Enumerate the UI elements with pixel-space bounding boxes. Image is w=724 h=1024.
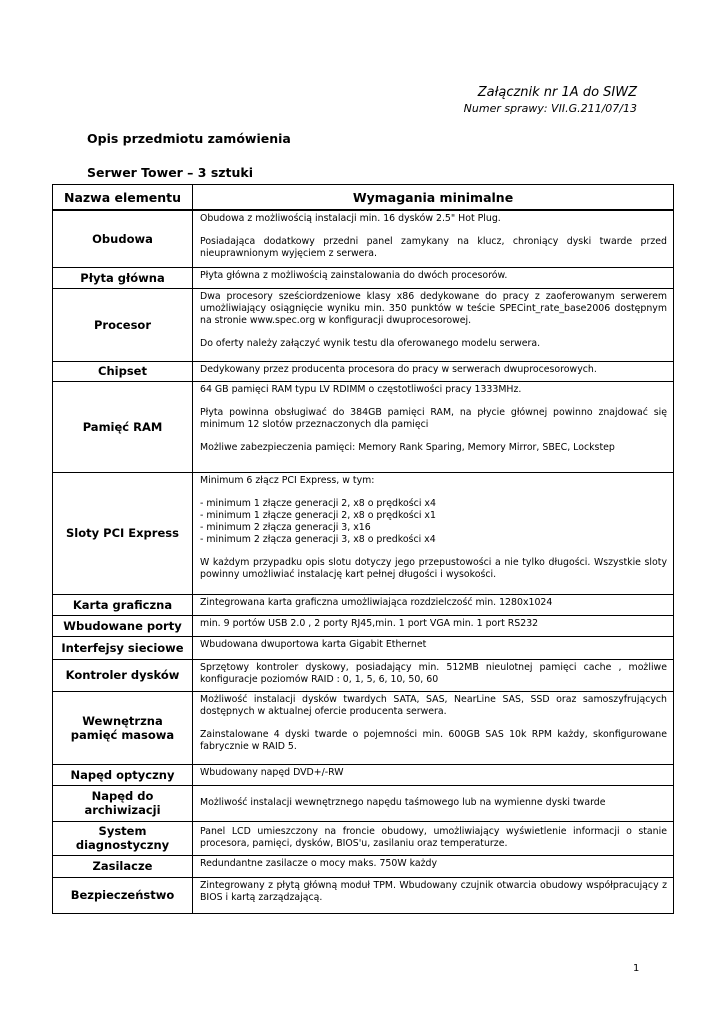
requirement-text: Dedykowany przez producenta procesora do pracy w serwerach dwuprocesorowych. (200, 363, 597, 375)
requirements-cell (193, 210, 674, 267)
requirement-text: Płyta główna z możliwością zainstalowania do dwóch procesorów. (200, 269, 508, 281)
requirement-text: Panel LCD umieszczony na froncie obudowy, umożliwiający wyświetlenie informacji o stanie procesora, pamięci, dysków, BIOS'u, zasilaniu oraz temperaturze. (200, 825, 667, 849)
requirements-table (52, 184, 674, 914)
requirements-cell (193, 361, 674, 381)
document-subtitle: Serwer Tower – 3 sztuki (87, 165, 254, 180)
requirements-cell (193, 636, 674, 659)
requirement-text: - minimum 1 złącze generacji 2, x8 o prędkości x1 (200, 509, 436, 521)
requirement-text: Możliwe zabezpieczenia pamięci: Memory Rank Sparing, Memory Mirror, SBEC, Lockstep (200, 441, 615, 453)
requirement-text: Redundantne zasilacze o mocy maks. 750W każdy (200, 857, 438, 869)
requirement-text: Posiadająca dodatkowy przedni panel zamykany na klucz, chroniący dyski twarde przed nieuprawnionym wyjęciem z serwera. (200, 236, 667, 259)
requirement-text: Sprzętowy kontroler dyskowy, posiadający min. 512MB nieulotnej pamięci cache , możliwe konfiguracje poziomów RAID : 0, 1, 5, 6, 10, 50, 60 (200, 661, 667, 685)
requirement-text: - minimum 2 złącza generacji 3, x8 o predkości x4 (200, 533, 436, 545)
requirements-cell (193, 288, 674, 361)
element-name: Kontroler dysków (53, 659, 193, 691)
requirement-text: Zainstalowane 4 dyski twarde o pojemności min. 600GB SAS 10k RPM każdy, skonfigurowane fabrycznie w RAID 5. (200, 728, 667, 752)
table-row (53, 691, 674, 764)
requirement-text: Wbudowana dwuportowa karta Gigabit Ethernet (200, 638, 427, 650)
element-name: Procesor (53, 288, 193, 361)
element-name: Wewnętrzna pamięć masowa (53, 691, 193, 764)
requirements-cell (193, 615, 674, 636)
table-row (53, 785, 674, 821)
requirement-text: Do oferty należy załączyć wynik testu dla oferowanego modelu serwera. (200, 337, 541, 349)
requirements-cell (193, 691, 674, 764)
requirements-cell (193, 821, 674, 855)
requirements-cell (193, 877, 674, 913)
page-number: 1 (633, 963, 640, 974)
requirement-text: Minimum 6 złącz PCI Express, w tym: (200, 474, 375, 486)
column-header-name: Nazwa elementu (53, 185, 193, 211)
requirement-text: Obudowa z możliwością instalacji min. 16 dysków 2.5" Hot Plug. (200, 213, 501, 224)
table-header-row (53, 185, 674, 211)
table-row (53, 267, 674, 288)
element-name: Interfejsy sieciowe (53, 636, 193, 659)
table-row (53, 210, 674, 267)
element-name: Bezpieczeństwo (53, 877, 193, 913)
requirement-text: - minimum 2 złącza generacji 3, x16 (200, 521, 371, 533)
table-row (53, 361, 674, 381)
element-name: Napęd do archiwizacji (53, 785, 193, 821)
requirement-text: Wbudowany napęd DVD+/-RW (200, 766, 344, 778)
requirement-text: Możliwość instalacji dysków twardych SATA, SAS, NearLine SAS, SSD oraz samoszyfrujących dostępnych w aktualnej ofercie producenta serwera. (200, 693, 667, 717)
element-name: Wbudowane porty (53, 615, 193, 636)
element-name: Karta graficzna (53, 594, 193, 615)
element-name: Pamięć RAM (53, 381, 193, 472)
requirement-text: Zintegrowana karta graficzna umożliwiająca rozdzielczość min. 1280x1024 (200, 596, 553, 608)
requirement-text: Dwa procesory sześciordzeniowe klasy x86 dedykowane do pracy z zaoferowanym serwerem umożliwiający osiągnięcie wyniku min. 350 punktów w teście SPECint_rate_base2006 dostępnym na stronie www.spec.org w konfiguracji dwuprocesorowej. (200, 290, 667, 326)
requirement-text: min. 9 portów USB 2.0 , 2 porty RJ45,min. 1 port VGA min. 1 port RS232 (200, 617, 539, 629)
table-row (53, 855, 674, 877)
table-row (53, 615, 674, 636)
requirement-text: W każdym przypadku opis slotu dotyczy jego przepustowości a nie tylko długości. Wszystkie sloty powinny umożliwiać instalację kart pełnej długości i wysokości. (200, 556, 667, 580)
requirements-cell (193, 764, 674, 785)
requirements-cell (193, 594, 674, 615)
table-row (53, 659, 674, 691)
table-row (53, 764, 674, 785)
table-row (53, 636, 674, 659)
element-name: Zasilacze (53, 855, 193, 877)
table-row (53, 594, 674, 615)
requirements-cell (193, 785, 674, 821)
requirements-cell (193, 472, 674, 594)
case-number: Numer sprawy: VII.G.211/07/13 (463, 102, 637, 115)
element-name: System diagnostyczny (53, 821, 193, 855)
requirement-text: Płyta powinna obsługiwać do 384GB pamięci RAM, na płycie głównej powinno znajdować się minimum 12 slotów przeznaczonych dla pamięci (200, 406, 667, 430)
document-title: Opis przedmiotu zamówienia (87, 131, 291, 146)
element-name: Obudowa (53, 210, 193, 267)
requirements-cell (193, 267, 674, 288)
element-name: Chipset (53, 361, 193, 381)
attachment-label: Załącznik nr 1A do SIWZ (477, 85, 637, 100)
column-header-requirements: Wymagania minimalne (193, 185, 674, 211)
requirement-text: Możliwość instalacji wewnętrznego napędu taśmowego lub na wymienne dyski twarde (200, 796, 606, 808)
requirement-text: Zintegrowany z płytą główną moduł TPM. Wbudowany czujnik otwarcia obudowy współpracujący z BIOS i kartą zarządzającą. (200, 879, 667, 903)
requirements-cell (193, 659, 674, 691)
requirement-text: - minimum 1 złącze generacji 2, x8 o prędkości x4 (200, 497, 436, 509)
table-row (53, 288, 674, 361)
requirement-text: 64 GB pamięci RAM typu LV RDIMM o częstotliwości pracy 1333MHz. (200, 383, 522, 395)
element-name: Sloty PCI Express (53, 472, 193, 594)
requirements-cell (193, 381, 674, 472)
table-row (53, 821, 674, 855)
table-row (53, 472, 674, 594)
element-name: Płyta główna (53, 267, 193, 288)
element-name: Napęd optyczny (53, 764, 193, 785)
table-row (53, 877, 674, 913)
requirements-cell (193, 855, 674, 877)
table-row (53, 381, 674, 472)
